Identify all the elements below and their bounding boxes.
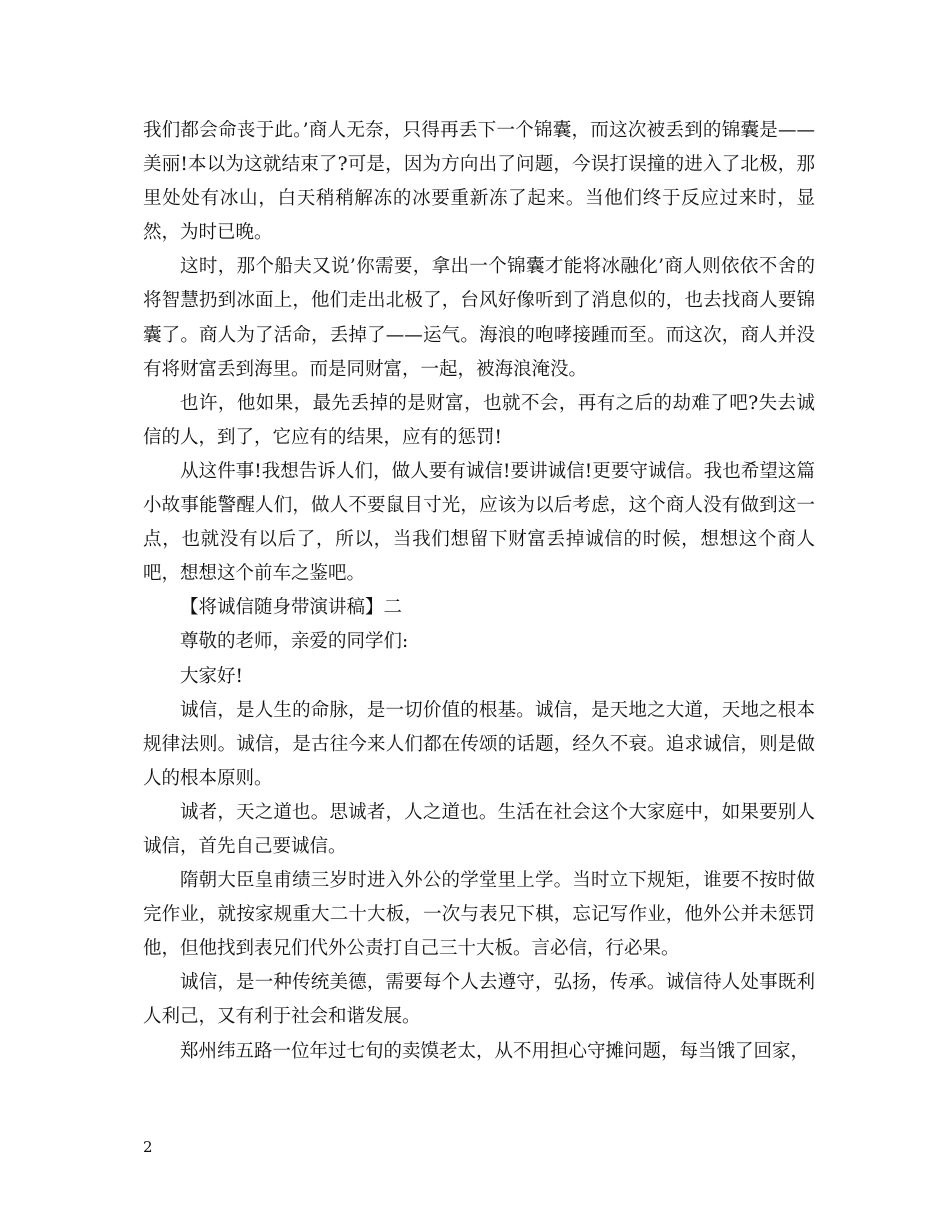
greeting: 大家好! [180,665,243,687]
paragraph: 诚者，天之道也。思诚者，人之道也。生活在社会这个大家庭中，如果要别人诚信，首先自己要诚信。 [143,801,815,857]
document-body [143,114,815,1069]
paragraph: 隋朝大臣皇甫绩三岁时进入外公的学堂里上学。当时立下规矩，谁要不按时做完作业，就按家规重大二十大板，一次与表兄下棋，忘记写作业，他外公并未惩罚他，但他找到表兄们代外公责打自己三十大板。言必信，行必果。 [143,870,815,960]
paragraph: 郑州纬五路一位年过七旬的卖馍老太，从不用担心守摊问题，每当饿了回家， [180,1040,810,1062]
paragraph: 诚信，是一种传统美德，需要每个人去遵守，弘扬，传承。诚信待人处事既利人利己，又有利于社会和谐发展。 [143,972,815,1028]
paragraph: 这时，那个船夫又说’你需要，拿出一个锦囊才能将冰融化’商人则依依不舍的将智慧扔到冰面上，他们走出北极了，台风好像听到了消息似的，也去找商人要锦囊了。商人为了活命，丢掉了——运气。海浪的咆哮接踵而至。而这次，商人并没有将财富丢到海里。而是同财富，一起，被海浪淹没。 [143,256,815,380]
section-heading: 【将诚信随身带演讲稿】二 [180,597,403,619]
paragraph: 也许，他如果，最先丢掉的是财富，也就不会，再有之后的劫难了吧?失去诚信的人，到了，它应有的结果，应有的惩罚! [143,392,815,448]
paragraph: 从这件事!我想告诉人们，做人要有诚信!要讲诚信!更要守诚信。我也希望这篇小故事能警醒人们，做人不要鼠目寸光，应该为以后考虑，这个商人没有做到这一点，也就没有以后了，所以，当我们想留下财富丢掉诚信的时候，想想这个商人吧，想想这个前车之鉴吧。 [143,460,815,585]
salutation: 尊敬的老师，亲爱的同学们: [180,631,409,653]
paragraph: 诚信，是人生的命脉，是一切价值的根基。诚信，是天地之大道，天地之根本规律法则。诚信，是古往今来人们都在传颂的话题，经久不衰。追求诚信，则是做人的根本原则。 [143,699,815,789]
paragraph: 我们都会命丧于此。’商人无奈，只得再丢下一个锦囊，而这次被丢到的锦囊是——美丽!本以为这就结束了?可是，因为方向出了问题，今误打误撞的进入了北极，那里处处有冰山，白天稍稍解冻的冰要重新冻了起来。当他们终于反应过来时，显然，为时已晚。 [143,120,815,244]
page-number: 2 [143,1138,153,1156]
